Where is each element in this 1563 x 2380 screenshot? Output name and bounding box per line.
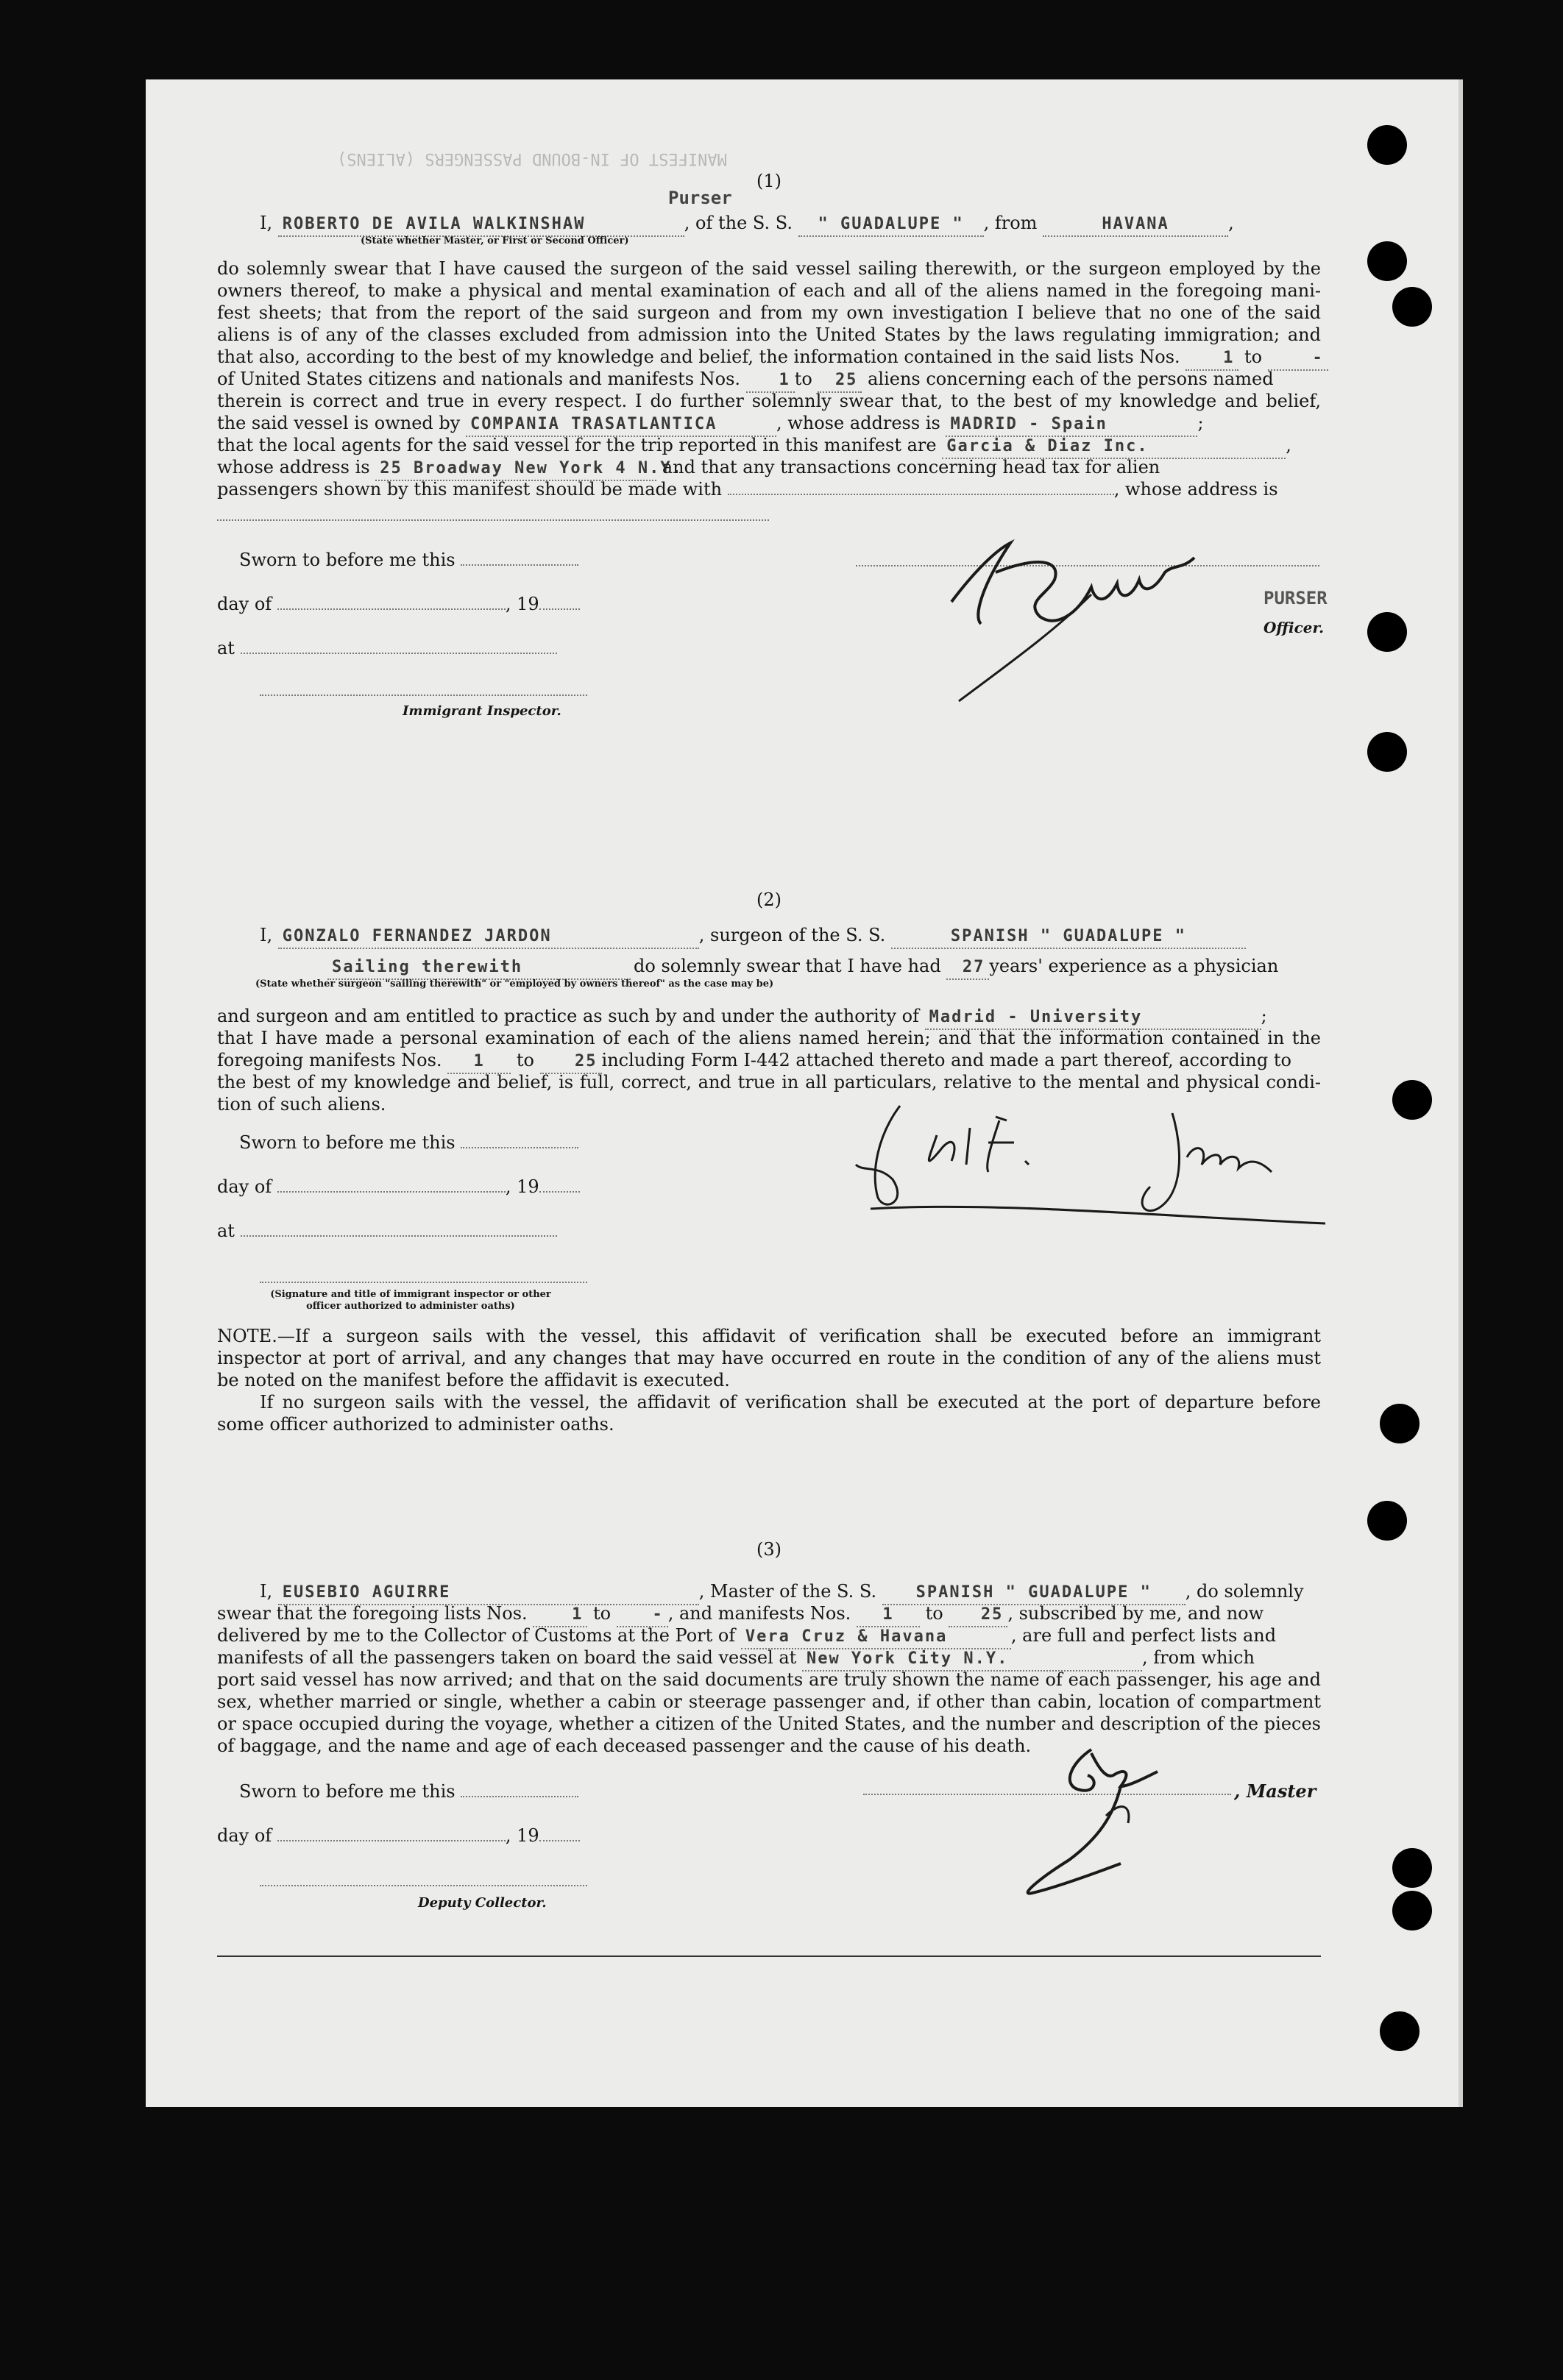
full-lists-text: , are full and perfect lists and (1010, 1625, 1277, 1646)
agents-field: Garcia & Diaz Inc. (942, 436, 1286, 459)
text-to: to (516, 1050, 534, 1070)
note-line-3: be noted on the manifest before the affidavit is executed. (217, 1370, 730, 1390)
day-of-text: day of (217, 594, 272, 614)
text-i: I, (260, 1581, 273, 1602)
day-of-field (277, 595, 506, 610)
master-line (217, 1580, 1321, 1605)
owner-line: the said vessel is owned by COMPANIA TRASATLANTICA , whose address is MADRID - Spain ; (217, 412, 1321, 437)
form-text: including Form I-442 attached thereto and made a part thereof, according to (601, 1050, 1291, 1070)
sworn-text: Sworn to before me this (239, 550, 456, 570)
oath-text-6b: aliens concerning each of the persons named (868, 369, 1274, 389)
day-of-text: day of (217, 1825, 272, 1846)
surgeon-manifests-to-field: 25 (540, 1051, 602, 1074)
oath-line-3: fest sheets; that from the report of the said surgeon and from my own investigation I believe that no one of the said (217, 302, 1321, 323)
owner-address-text: , whose address is (776, 413, 940, 433)
punch-hole (1367, 241, 1407, 281)
agents-address-text: whose address is (217, 457, 370, 477)
purser-heading: Purser (668, 188, 732, 208)
knowledge-line: the best of my knowledge and belief, is full, correct, and true in all particulars, relative to the mental and physical condi- (217, 1072, 1321, 1093)
swear-text: do solemnly swear that I have had (634, 956, 941, 976)
bottom-rule (217, 1955, 1321, 1957)
year-text: , 19 (505, 1825, 539, 1846)
oath-line-4: aliens is of any of the classes excluded from admission into the United States by the laws regulating immigration; and (217, 324, 1321, 345)
from-which-text: , from which (1141, 1647, 1255, 1668)
day-of-field (277, 1827, 506, 1841)
examination-line: that I have made a personal examination of each of the aliens named herein; and that the information contained in the (217, 1028, 1321, 1048)
authority-line: and surgeon and am entitled to practice as such by and under the authority of Madrid - University ; (217, 1005, 1321, 1030)
section-2-number: (2) (756, 889, 782, 910)
oath-officer-caption: (Signature and title of immigrant inspector or other officer authorized to administer oaths) (270, 1289, 551, 1312)
oath-line-6 (217, 368, 1321, 393)
surgeon-manifests-line (217, 1049, 1321, 1074)
oath-line-2: owners thereof, to make a physical and mental examination of each and all of the aliens named in the foregoing mani- (217, 280, 1321, 301)
oath-text-5: that also, according to the best of my knowledge and belief, the information contained in the said lists Nos. (217, 347, 1180, 367)
year-text: , 19 (505, 1176, 539, 1197)
solemnly-text: , do solemnly (1185, 1581, 1304, 1602)
head-tax-contact-field (728, 480, 1114, 495)
note-line-2: inspector at port of arrival, and any changes that may have occurred en route in the condition of any of the aliens must (217, 1348, 1321, 1368)
owner-field: COMPANIA TRASATLANTICA (466, 413, 776, 437)
text-to: to (592, 1603, 612, 1624)
section-3-number: (3) (756, 1539, 782, 1560)
oath-line-5 (217, 346, 1324, 371)
agents-text: that the local agents for the said vessel for the trip reported in this manifest are (217, 435, 937, 455)
master-ship-field: SPANISH " GUADALUPE " (882, 1582, 1185, 1605)
oath-line-1: do solemnly swear that I have caused the surgeon of the said vessel sailing therewith, or the surgeon employed by the (217, 258, 1321, 279)
ship-name-field: " GUADALUPE " (798, 213, 984, 237)
year-text: , 19 (505, 594, 539, 614)
text-i: I, (260, 925, 273, 945)
inspector-sign-line (260, 695, 587, 696)
punch-hole (1367, 125, 1407, 165)
customs-port-field: Vera Cruz & Havana (741, 1626, 1011, 1649)
declaration-line-2: sex, whether married or single, whether a cabin or steerage passenger and, if other than cabin, location of compartment (217, 1691, 1321, 1712)
owner-address-field: MADRID - Spain (946, 413, 1197, 437)
text-of-ss: , of the S. S. (684, 213, 793, 233)
boarding-line (217, 1647, 1321, 1672)
head-tax-line (217, 478, 1321, 500)
punch-hole (1392, 1080, 1432, 1120)
arrival-port-field: New York City N.Y. (802, 1648, 1142, 1672)
authority-text: and surgeon and am entitled to practice as such by and under the authority of (217, 1006, 919, 1026)
day-of-field (277, 1178, 506, 1193)
at-text: at (217, 638, 235, 658)
lists-to-field: - (1268, 347, 1328, 371)
sworn-day-field (461, 1783, 578, 1797)
surgeon-of-text: , surgeon of the S. S. (698, 925, 886, 945)
year-field (539, 1827, 580, 1841)
sworn-day-field (461, 551, 578, 566)
customs-text: delivered by me to the Collector of Customs at the Port of (217, 1625, 736, 1646)
authority-field: Madrid - University (925, 1006, 1261, 1030)
years-experience-text: years' experience as a physician (989, 956, 1279, 976)
declaration-line-3: or space occupied during the voyage, whether a citizen of the United States, and the number and description of the pieces (217, 1713, 1321, 1734)
punch-hole (1367, 1501, 1407, 1541)
inspector-label: Immigrant Inspector. (403, 703, 561, 719)
document-page (146, 79, 1463, 2107)
title-stamp: PURSER (1263, 588, 1328, 608)
head-tax-address-text: , whose address is (1113, 479, 1278, 500)
punch-hole (1367, 612, 1407, 652)
head-tax-text-2: passengers shown by this manifest should be made with (217, 479, 723, 500)
section-1-number: (1) (756, 171, 782, 191)
master-of-text: , Master of the S. S. (698, 1581, 877, 1602)
master-lists-from-field: 1 (533, 1604, 587, 1627)
manifests-to-field: 25 (818, 369, 862, 393)
officer-line: I, ROBERTO DE AVILA WALKINSHAW , of the S. S. " GUADALUPE " , from HAVANA , (217, 212, 1321, 237)
declaration-line-1: port said vessel has now arrived; and that on the said documents are truly shown the name of each passenger, his age and (217, 1669, 1321, 1690)
officer-label: Officer. (1263, 619, 1325, 636)
agents-line: that the local agents for the said vessel for the trip reported in this manifest are Garcia & Diaz Inc. , (217, 434, 1321, 459)
master-manifests-to-field: 25 (949, 1604, 1007, 1627)
subscribed-text: , subscribed by me, and now (1007, 1603, 1264, 1624)
note-line-4: If no surgeon sails with the vessel, the affidavit of verification shall be executed at the port of departure before (260, 1392, 1321, 1413)
lists-line (217, 1602, 1321, 1627)
master-label: , Master (1234, 1780, 1316, 1802)
at-field (241, 639, 557, 654)
punch-hole (1392, 287, 1432, 327)
text-to: to (794, 369, 812, 389)
punch-hole (1392, 1891, 1432, 1930)
manifests-text: foregoing manifests Nos. (217, 1050, 442, 1070)
at-field (241, 1222, 557, 1237)
head-tax-address-field (217, 519, 769, 521)
text-i: I, (260, 213, 273, 233)
punch-hole (1380, 2011, 1420, 2051)
oath-officer-sign-line (260, 1282, 587, 1283)
punch-hole (1392, 1848, 1432, 1888)
purser-signature (929, 506, 1268, 705)
agents-address-field: 25 Broadway New York 4 N.Y. (375, 458, 656, 481)
note-label: NOTE.— (217, 1326, 295, 1346)
surgeon-line (217, 924, 1321, 949)
sworn-text: Sworn to before me this (239, 1132, 456, 1153)
declaration-line-4: of baggage, and the name and age of each deceased passenger and the cause of his death. (217, 1736, 1032, 1756)
master-lists-to-field: - (617, 1604, 668, 1627)
surgeon-caption: (State whether surgeon "sailing therewith" or "employed by owners thereof" as the case may be) (255, 978, 774, 990)
owner-text: the said vessel is owned by (217, 413, 461, 433)
sworn-day-field (461, 1134, 578, 1148)
punch-hole (1367, 732, 1407, 772)
at-text: at (217, 1221, 235, 1241)
text-from: , from (983, 213, 1038, 233)
year-field (539, 1178, 580, 1193)
master-manifests-from-field: 1 (857, 1604, 920, 1627)
punch-hole (1380, 1404, 1420, 1443)
surgeon-manifests-from-field: 1 (447, 1051, 511, 1074)
collector-label: Deputy Collector. (418, 1895, 547, 1911)
note-line-5: some officer authorized to administer oaths. (217, 1414, 614, 1435)
sailing-status-field: Sailing therewith (327, 956, 631, 980)
head-tax-text: and that any transactions concerning head tax for alien (662, 457, 1160, 477)
surgeon-ship-field: SPANISH " GUADALUPE " (891, 926, 1246, 949)
lists-from-field: 1 (1185, 347, 1238, 371)
collector-sign-line (260, 1885, 587, 1886)
surgeon-signature (848, 1091, 1327, 1238)
master-signature (1010, 1735, 1231, 1919)
text-to: to (1244, 347, 1263, 367)
sailing-line (217, 955, 1321, 980)
oath-text-6a: of United States citizens and nationals and manifests Nos. (217, 369, 741, 389)
note-text-1: If a surgeon sails with the vessel, this affidavit of verification shall be executed before an immigrant (294, 1326, 1321, 1346)
day-of-text: day of (217, 1176, 272, 1197)
master-name-field: EUSEBIO AGUIRRE (278, 1582, 699, 1605)
officer-name-field: ROBERTO DE AVILA WALKINSHAW (278, 213, 684, 237)
note-line-1 (217, 1325, 1321, 1347)
condition-line: tion of such aliens. (217, 1094, 386, 1115)
years-field: 27 (946, 956, 989, 980)
agents-address-line (217, 456, 1321, 481)
manifests-from-field: 1 (746, 369, 795, 393)
year-field (539, 595, 580, 610)
sworn-text: Sworn to before me this (239, 1781, 456, 1802)
oath-line-7: therein is correct and true in every respect. I do further solemnly swear that, to the best of my knowledge and belief, (217, 391, 1321, 411)
text-to: to (925, 1603, 943, 1624)
boarding-text: manifests of all the passengers taken on board the said vessel at (217, 1647, 797, 1668)
customs-line (217, 1624, 1321, 1649)
bleed-through-text: MANIFEST OF IN-BOUND PASSENGERS (ALIENS) (337, 149, 727, 168)
lists-text: swear that the foregoing lists Nos. (217, 1603, 528, 1624)
surgeon-name-field: GONZALO FERNANDEZ JARDON (278, 926, 699, 949)
and-manifests-text: , and manifests Nos. (667, 1603, 851, 1624)
departure-port-field: HAVANA (1043, 213, 1228, 237)
officer-caption: (State whether Master, or First or Second Officer) (361, 235, 629, 246)
